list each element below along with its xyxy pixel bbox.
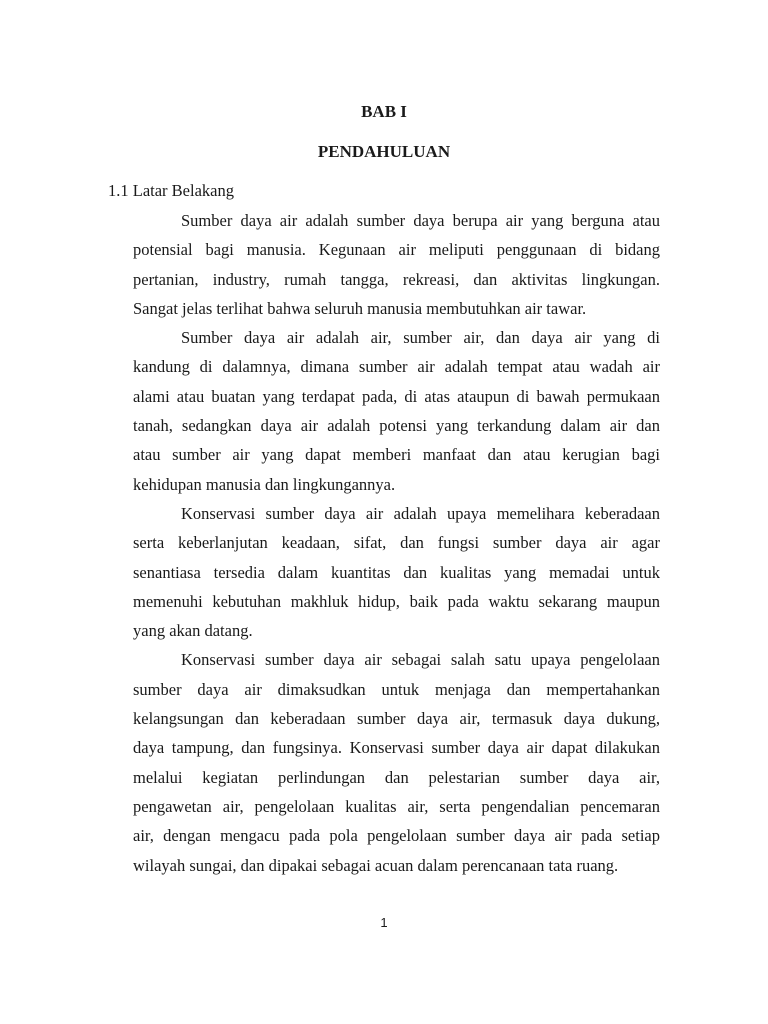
text-line: daya tampung, dan fungsinya. Konservasi sumber daya air dapat dilakukan [133, 738, 660, 758]
text-line: Sumber daya air adalah sumber daya berupa air yang berguna atau [181, 211, 660, 230]
text-line: kehidupan manusia dan lingkungannya. [133, 474, 396, 494]
paragraph-1 [133, 206, 660, 323]
paragraph-3 [133, 499, 660, 645]
page-number: 1 [380, 915, 388, 930]
text-line: pertanian, industry, rumah tangga, rekreasi, dan aktivitas lingkungan. [133, 269, 660, 289]
body-text [133, 206, 660, 880]
text-line: kelangsungan dan keberadaan sumber daya air, termasuk daya dukung, [133, 709, 660, 729]
paragraph-2 [133, 323, 660, 499]
text-line: kandung di dalamnya, dimana sumber air adalah tempat atau wadah air [133, 357, 660, 377]
text-line: sumber daya air dimaksudkan untuk menjaga dan mempertahankan [133, 679, 660, 699]
chapter-title: PENDAHULUAN [317, 142, 451, 161]
chapter-number: BAB I [361, 102, 407, 121]
text-line: atau sumber air yang dapat memberi manfaat dan atau kerugian bagi [133, 445, 660, 465]
text-line: pengawetan air, pengelolaan kualitas air, serta pengendalian pencemaran [133, 796, 660, 816]
text-line: melalui kegiatan perlindungan dan pelestarian sumber daya air, [133, 767, 660, 787]
text-line: Konservasi sumber daya air sebagai salah satu upaya pengelolaan [181, 650, 660, 670]
text-line: tanah, sedangkan daya air adalah potensi yang terkandung dalam air dan [133, 416, 660, 436]
text-line: senantiasa tersedia dalam kuantitas dan kualitas yang memadai untuk [133, 562, 660, 582]
section-heading: 1.1 Latar Belakang [108, 181, 234, 200]
text-line: serta keberlanjutan keadaan, sifat, dan fungsi sumber daya air agar [133, 533, 660, 553]
text-line: memenuhi kebutuhan makhluk hidup, baik pada waktu sekarang maupun [133, 591, 660, 611]
text-line: Sumber daya air adalah air, sumber air, dan daya air yang di [181, 328, 660, 348]
text-line: air, dengan mengacu pada pola pengelolaan sumber daya air pada setiap [133, 826, 660, 846]
text-line: wilayah sungai, dan dipakai sebagai acuan dalam perencanaan tata ruang. [133, 855, 619, 875]
text-line: Konservasi sumber daya air adalah upaya memelihara keberadaan [181, 503, 660, 523]
text-line: yang akan datang. [133, 621, 253, 641]
text-line: potensial bagi manusia. Kegunaan air meliputi penggunaan di bidang [133, 240, 660, 260]
text-line: Sangat jelas terlihat bahwa seluruh manusia membutuhkan air tawar. [133, 298, 587, 318]
paragraph-4 [133, 645, 660, 879]
text-line: alami atau buatan yang terdapat pada, di atas ataupun di bawah permukaan [133, 386, 660, 406]
